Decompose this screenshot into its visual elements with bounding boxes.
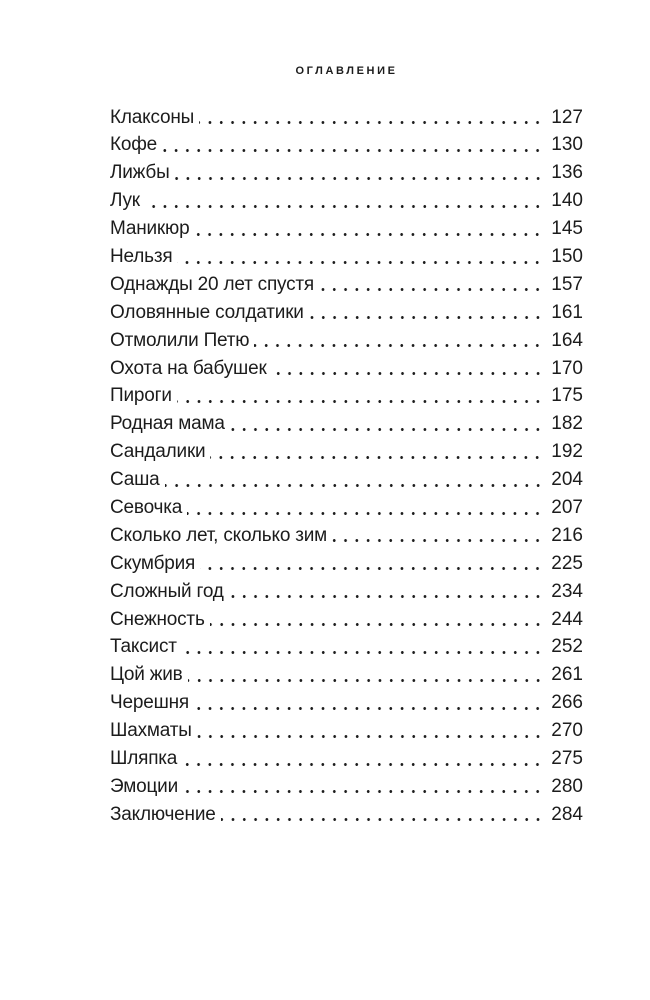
toc-entry-page: 182 [551,413,583,435]
dot-leader [309,299,547,327]
dot-leader [175,159,547,187]
toc-entry-title: Саша [110,469,160,491]
toc-entry-page: 261 [551,664,583,686]
toc-entry-page: 225 [551,552,583,574]
toc-entry-page: 157 [551,273,583,295]
toc-entry-title: Родная мама [110,413,225,435]
toc-entry [110,355,583,383]
dot-leader [177,382,547,410]
toc-list [110,104,583,829]
toc-entry-title: Лук [110,190,140,212]
toc-entry-page: 275 [551,747,583,769]
dot-leader [188,661,547,689]
dot-leader [332,522,546,550]
toc-entry-title: Черешня [110,692,189,714]
toc-entry-page: 130 [551,134,583,156]
toc-entry [110,271,583,299]
toc-entry-page: 170 [551,357,583,379]
toc-entry-title: Скумбрия [110,552,196,574]
toc-entry-page: 244 [551,608,583,630]
toc-entry-page: 266 [551,692,583,714]
dot-leader [197,717,547,745]
toc-entry [110,661,583,689]
toc-entry [110,801,583,829]
dot-leader [210,438,546,466]
dot-leader [221,801,547,829]
toc-entry-title: Эмоции [110,775,178,797]
toc-entry-title: Клаксоны [110,106,195,128]
toc-entry-title: Пироги [110,385,172,407]
toc-entry [110,382,583,410]
dot-leader [194,689,546,717]
toc-entry-page: 234 [551,580,583,602]
dot-leader [254,327,546,355]
page-title: ОГЛАВЛЕНИЕ [295,65,398,77]
toc-entry-page: 192 [551,441,583,463]
toc-entry [110,104,583,132]
toc-entry [110,131,583,159]
toc-entry-title: Шляпка [110,747,178,769]
toc-entry-page: 136 [551,162,583,184]
toc-entry-page: 140 [551,190,583,212]
toc-entry-page: 216 [551,524,583,546]
toc-entry-title: Лижбы [110,162,170,184]
toc-entry [110,159,583,187]
toc-entry [110,327,583,355]
toc-entry-page: 280 [551,775,583,797]
toc-entry [110,494,583,522]
toc-entry [110,717,583,745]
toc-entry [110,773,583,801]
dot-leader [194,215,546,243]
toc-entry-title: Севочка [110,496,183,518]
dot-leader [199,104,546,132]
dot-leader [145,187,546,215]
dot-leader [230,410,547,438]
toc-entry-title: Заключение [110,803,216,825]
toc-entry [110,299,583,327]
toc-entry [110,438,583,466]
toc-entry [110,633,583,661]
toc-entry-title: Цой жив [110,664,183,686]
dot-leader [319,271,546,299]
toc-entry-page: 127 [551,106,583,128]
toc-entry-page: 252 [551,636,583,658]
toc-entry-page: 164 [551,329,583,351]
dot-leader [210,606,547,634]
toc-entry [110,522,583,550]
toc-entry-page: 204 [551,469,583,491]
toc-entry-title: Нельзя [110,245,173,267]
toc-entry-title: Маникюр [110,218,190,240]
toc-entry [110,215,583,243]
dot-leader [229,578,547,606]
toc-entry-title: Кофе [110,134,158,156]
dot-leader [165,466,547,494]
toc-entry [110,689,583,717]
toc-entry [110,410,583,438]
toc-entry [110,578,583,606]
toc-entry [110,745,583,773]
toc-entry [110,243,583,271]
toc-entry-title: Шахматы [110,720,192,742]
toc-entry [110,550,583,578]
toc-entry-page: 161 [551,301,583,323]
dot-leader [183,773,546,801]
toc-entry-page: 284 [551,803,583,825]
dot-leader [182,745,546,773]
toc-entry [110,187,583,215]
toc-entry-title: Сколько лет, сколько зим [110,524,328,546]
toc-entry-page: 270 [551,720,583,742]
dot-leader [162,131,546,159]
dot-leader [182,633,547,661]
toc-entry-title: Сложный год [110,580,224,602]
dot-leader [187,494,546,522]
toc-entry [110,606,583,634]
dot-leader [200,550,546,578]
toc-entry-page: 207 [551,496,583,518]
toc-entry-title: Однажды 20 лет спустя [110,273,315,295]
toc-entry-title: Снежность [110,608,205,630]
toc-entry-page: 150 [551,245,583,267]
toc-entry-title: Оловянные солдатики [110,301,304,323]
toc-entry-title: Отмолили Петю [110,329,250,351]
toc-entry-title: Сандалики [110,441,206,463]
dot-leader [272,355,547,383]
toc-entry-title: Охота на бабушек [110,357,267,379]
toc-entry-title: Таксист [110,636,177,658]
toc-entry-page: 145 [551,218,583,240]
toc-entry [110,466,583,494]
dot-leader [177,243,546,271]
toc-entry-page: 175 [551,385,583,407]
